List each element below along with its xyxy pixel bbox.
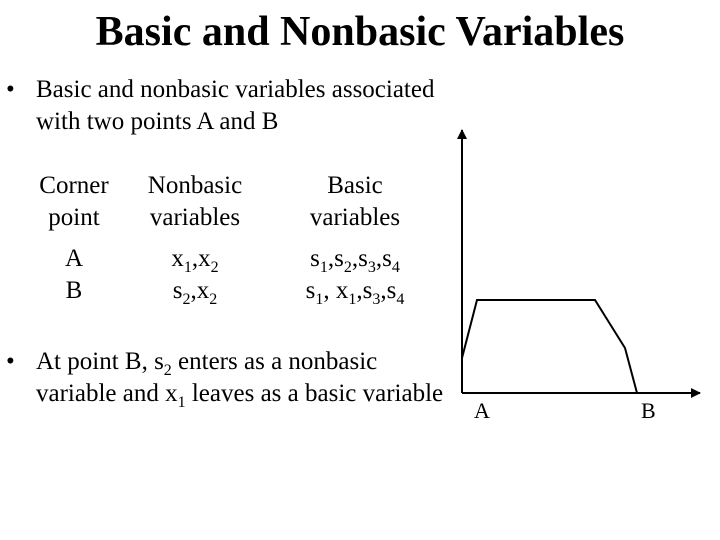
point-b-label: B [641,398,656,423]
cell-point: B [65,277,83,304]
subscript: 2 [163,362,172,379]
header-line: Nonbasic [147,172,243,199]
bullet-marker: • [6,76,15,103]
point-a-label: A [474,398,490,423]
subscript: 1 [183,259,192,276]
text-segment: , x [323,277,349,304]
subscript: 1 [319,259,328,276]
header-line: Basic [327,172,383,199]
slide-title: Basic and Nonbasic Variables [95,9,625,55]
subscript: 2 [210,259,219,276]
subscript: 4 [396,291,405,308]
cell-point: A [64,245,84,272]
text-segment: ,x [190,277,210,304]
feasible-region-outline [462,300,637,393]
subscript: 2 [209,291,218,308]
bullet-1-text: Basic and nonbasic variables associated with two points A and B [36,76,435,135]
subscript: 3 [372,291,381,308]
header-line: variables [149,204,241,231]
header-line: Corner [39,172,109,199]
subscript: 4 [391,259,400,276]
text-segment: ,s [380,277,397,304]
text-segment: s [172,277,183,304]
header-line: point [48,204,100,231]
subscript: 1 [315,291,324,308]
subscript: 2 [182,291,191,308]
text-segment: enters as a nonbasic variable and x [36,348,378,407]
text-segment: ,s [327,245,344,272]
text-segment: ,s [375,245,392,272]
subscript: 3 [367,259,376,276]
text-segment: ,x [191,245,211,272]
subscript: 1 [177,394,186,411]
text-segment: x [171,245,184,272]
bullet-marker: • [6,348,15,375]
header-line: variables [309,204,401,231]
text-segment: s [305,277,316,304]
text-segment: s [310,245,320,272]
text-segment: At point B, s [36,348,164,375]
subscript: 1 [348,291,357,308]
text-segment: leaves as a basic variable [185,380,444,407]
text-segment: ,s [356,277,373,304]
subscript: 2 [343,259,352,276]
text-segment: ,s [351,245,368,272]
